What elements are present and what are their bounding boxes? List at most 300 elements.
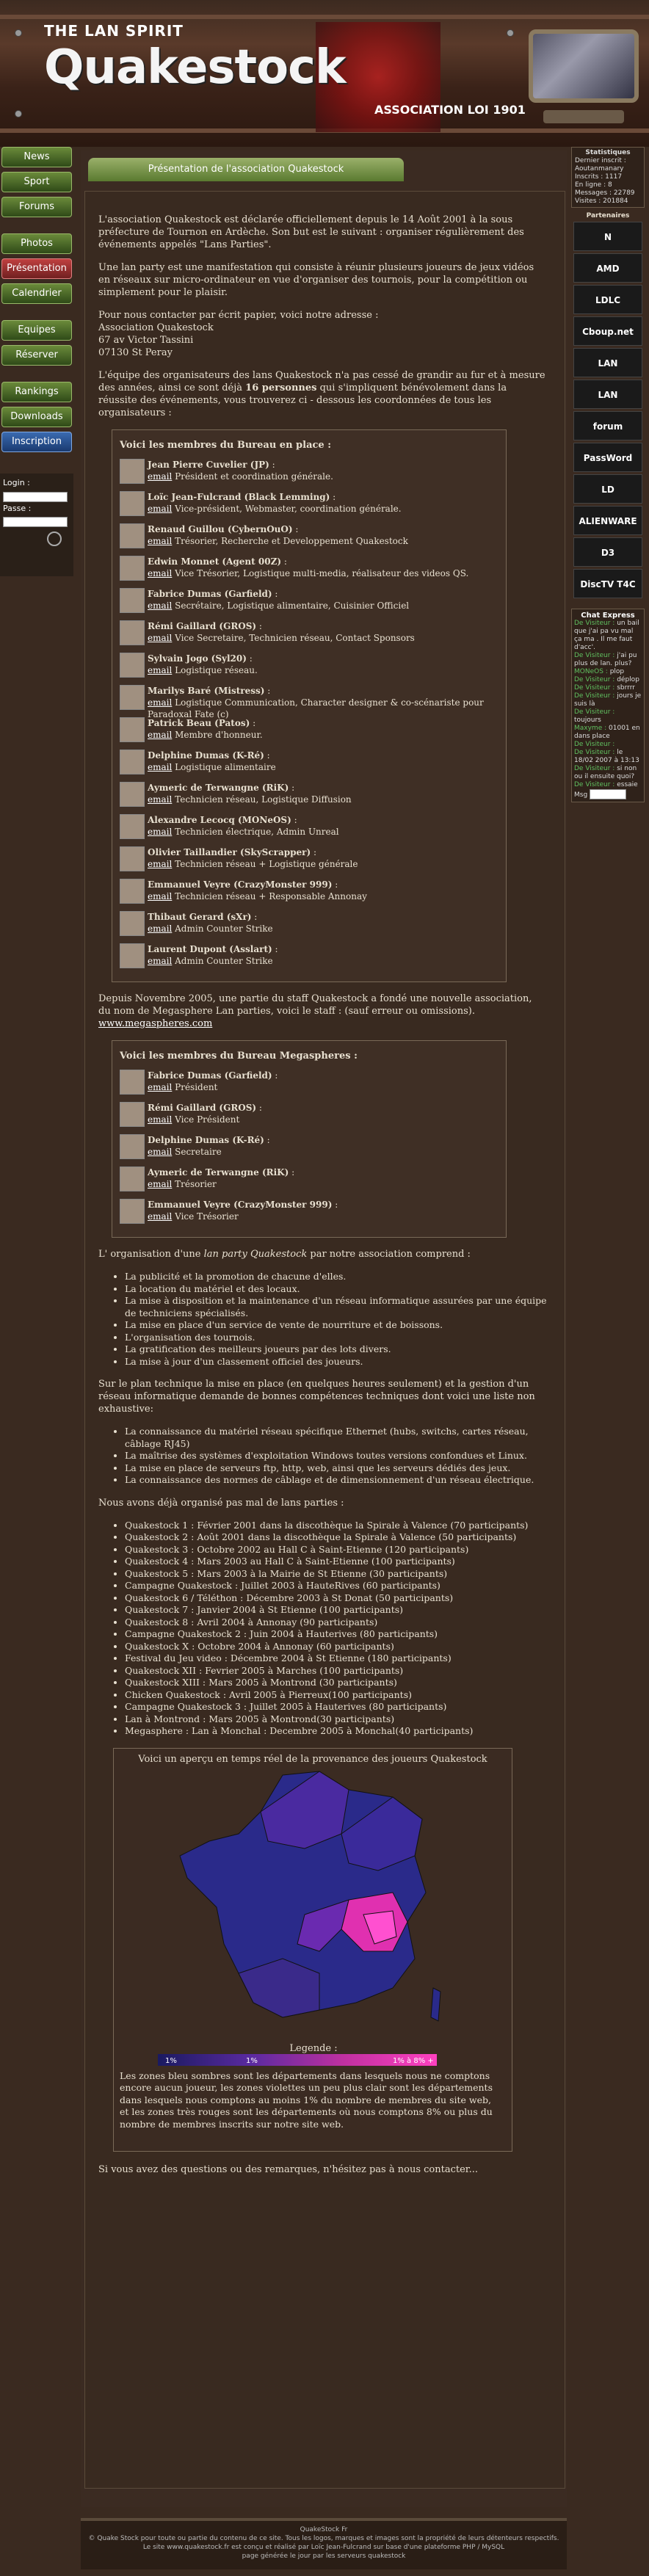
lan-party-paragraph: Une lan party est une manifestation qui consiste à réunir plusieurs joueurs de jeux vidéos en réseaux sur micro-ordinateur en vue d'organiser des tournois, pour la compétition ou simplement pour le plaisir. [98,262,534,298]
list-item: • La publicité et la promotion de chacune d'elles. [125,1271,547,1283]
sponsor-logo[interactable]: LD [573,474,642,504]
stats-title: Statistiques [585,149,631,156]
address-line: Association Quakestock [98,322,214,333]
member-row [120,653,498,682]
association-label: ASSOCIATION LOI 1901 [374,103,526,117]
member-colon: : [250,718,256,728]
member-info [148,1070,278,1093]
chat-message [574,749,642,765]
member-avatar [120,1102,145,1127]
member-colon: : [311,847,317,857]
chat-author: De Visiteur : [574,620,615,627]
member-avatar [120,653,145,678]
chat-text: le 18/02 2007 à 13:13 [574,749,639,764]
member-row [120,911,498,940]
member-avatar [120,459,145,484]
member-email-link[interactable]: email [148,859,173,869]
member-row [120,782,498,811]
member-row [120,1167,498,1196]
password-input[interactable] [3,517,68,527]
list-item: • Chicken Quakestock : Avril 2005 à Pierreux(100 participants) [125,1689,547,1702]
chat-text: sbrrrr [617,684,635,692]
nav-inscription[interactable]: Inscription [1,432,72,452]
chat-text: un bail que j'ai pa vu mal ça ma . Il me faut d'acc'. [574,620,639,651]
list-item: • La mise à jour d'un classement officiel des joueurs. [125,1356,547,1368]
member-email-link[interactable]: email [148,1114,173,1125]
member-avatar [120,782,145,807]
member-role: Technicien réseau + Logistique générale [175,859,358,869]
member-email-link[interactable]: email [148,504,173,514]
technical-paragraph: Sur le plan technique la mise en place (en quelques heures seulement) et la gestion d'un réseau informatique demande de bonnes compétences techniques dont voici une liste non exhaustive: [98,1379,535,1415]
chat-messages [574,620,642,789]
list-item: • Megasphere : Lan à Monchal : Decembre 2005 à Monchal(40 participants) [125,1725,547,1738]
member-role: Logistique Communication, Character designer & co-scénariste pour Paradoxal Fate (c) [148,697,484,719]
member-info [148,1102,262,1125]
list-item: • Quakestock XIII : Mars 2005 à Montrond (30 participants) [125,1677,547,1689]
organisation-em: lan party Quakestock [203,1249,308,1260]
sponsor-logo[interactable]: forum [573,411,642,440]
list-item: • Quakestock 1 : Février 2001 dans la discothèque la Spirale à Valence (70 participants) [125,1520,547,1532]
member-role: Logistique réseau. [175,665,258,675]
nav-news[interactable]: News [1,147,72,167]
member-colon: : [332,1200,338,1210]
megasphere-title: Voici les membres du Bureau Megaspheres : [120,1051,358,1062]
member-name: Alexandre Lecocq (MONeOS) [148,815,291,825]
member-row [120,556,498,585]
bureau-box [112,429,507,982]
address-block [98,309,547,359]
site-header [0,0,649,147]
member-name: Fabrice Dumas (Garfield) [148,1070,272,1081]
member-role: Vice-président, Webmaster, coordination générale. [175,504,402,514]
member-colon: : [269,460,275,470]
footer-line: Le site www.quakestock.fr est conçu et réalisé par Loïc Jean-Fulcrand sur base d'une plateforme PHP / MySQL [142,2544,505,2551]
member-row [120,620,498,650]
megasphere-member-list [120,1070,498,1228]
chat-text: toujours [574,716,601,724]
sponsor-logo[interactable]: PassWord [573,443,642,472]
nav-forums[interactable]: Forums [1,197,72,217]
member-name: Laurent Dupont (Asslart) [148,944,272,954]
member-row [120,1102,498,1131]
megasphere-box [112,1040,507,1238]
login-submit-icon[interactable] [47,531,62,546]
member-info [148,556,468,579]
member-row [120,491,498,520]
stats-line[interactable]: Aoutanmanary [575,165,624,173]
chat-field-label: Msg [574,791,588,799]
member-colon: : [332,879,338,890]
member-colon: : [289,1167,295,1178]
chat-text: j'ai pu plus de lan. plus? [574,652,637,667]
member-role: Secretaire [175,1147,222,1157]
login-box [0,474,73,576]
list-item: • La connaissance du matériel réseau spécifique Ethernet (hubs, switchs, cartes réseau, câblage RJ45) [125,1426,547,1450]
chat-text: 01001 en dans place [574,725,640,740]
member-role: Vice Président [175,1114,240,1125]
member-name: Marilys Baré (Mistress) [148,686,265,696]
member-role: Secrétaire, Logistique alimentaire, Cuisinier Officiel [175,601,410,611]
chat-message [574,684,642,692]
stats-box [571,147,645,208]
list-item: • La maîtrise des systèmes d'exploitation Windows toutes versions confondues et Linux. [125,1450,547,1462]
member-name: Rémi Gaillard (GROS) [148,621,257,631]
member-email-link[interactable]: email [148,697,173,708]
member-avatar [120,750,145,774]
chat-message [574,692,642,708]
chat-author: De Visiteur : [574,749,615,756]
address-line: 07130 St Peray [98,347,173,358]
closing-text: Si vous avez des questions ou des remarques, n'hésitez pas à nous contacter... [98,2163,478,2175]
member-row [120,1070,498,1099]
content-panel [84,191,565,2489]
member-email-link[interactable]: email [148,891,173,901]
header-stripe [0,15,649,19]
member-info [148,879,367,902]
list-item: • La mise en place d'un service de vente de nourriture et de boissons. [125,1319,547,1332]
member-email-link[interactable]: email [148,601,173,611]
team-text: qui s'impliquent bénévolement dans la réussite des événements, vous trouverez ci - dessous les coordonnées de tous les organisateurs : [98,382,507,418]
member-email-link[interactable]: email [148,568,173,578]
organisation-paragraph [98,1248,547,1260]
nav-equipes[interactable]: Equipes [1,320,72,341]
chat-message [574,668,642,676]
nav-sport[interactable]: Sport [1,172,72,192]
list-item: • La gratification des meilleurs joueurs par des lots divers. [125,1343,547,1356]
member-email-link[interactable]: email [148,1147,173,1157]
member-info [148,653,258,676]
chat-author: De Visiteur : [574,708,615,716]
list-item: • Quakestock XII : Fevrier 2005 à Marches (100 participants) [125,1665,547,1677]
sponsors-title: Partenaires [586,212,630,219]
member-info [148,782,352,805]
header-plate [543,110,624,123]
list-item: • Quakestock 3 : Octobre 2002 au Hall C à Saint-Etienne (120 participants) [125,1544,547,1556]
sponsor-logo[interactable]: DiscTV T4C [573,569,642,598]
member-colon: : [330,492,336,502]
member-name: Delphine Dumas (K-Ré) [148,1135,264,1145]
member-row [120,459,498,488]
member-row [120,523,498,553]
left-navigation [0,147,73,457]
nav-reserver[interactable]: Réserver [1,345,72,366]
list-item: • La mise à disposition et la maintenance d'un réseau informatique assurées par une équipe de techniciens spécialisés. [125,1295,547,1319]
chat-author: De Visiteur : [574,692,615,700]
member-row [120,814,498,843]
member-avatar [120,1167,145,1191]
member-avatar [120,814,145,839]
nav-presentation[interactable]: Présentation [1,258,72,279]
team-paragraph [98,369,547,419]
member-info [148,523,408,547]
chat-text: si non ou il ensuite quoi? [574,765,637,780]
sponsor-logo[interactable]: D3 [573,537,642,567]
member-avatar [120,1199,145,1224]
chat-author: De Visiteur : [574,765,615,772]
member-avatar [120,523,145,548]
member-row [120,1134,498,1164]
nav-rankings[interactable]: Rankings [1,382,72,402]
member-info [148,491,402,515]
list-item: • Quakestock X : Octobre 2004 à Annonay (60 participants) [125,1641,547,1653]
member-email-link[interactable]: email [148,794,173,805]
chat-message [574,708,642,725]
organisation-text: L' organisation d'une [98,1249,204,1260]
footer-line: © Quake Stock pour toute ou partie du contenu de ce site. Tous les logos, marques et images sont la propriété de leurs détenteurs respectifs. [88,2535,559,2542]
member-info [148,846,358,870]
list-item: • Campagne Quakestock 3 : Juillet 2005 à Hauterives (80 participants) [125,1701,547,1713]
member-colon: : [256,621,262,631]
member-email-link[interactable]: email [148,924,173,934]
megasphere-paragraph [98,993,547,1030]
chat-text: jours je suis là [574,692,642,708]
stats-line: Inscrits : 1117 [575,173,623,181]
member-row [120,685,498,719]
member-name: Patrick Beau (Patos) [148,718,250,728]
sponsor-logo[interactable]: LAN [573,348,642,377]
address-intro: Pour nous contacter par écrit papier, voici notre adresse : [98,310,379,321]
member-role: Technicien réseau + Responsable Annonay [175,891,367,901]
member-info [148,1134,270,1158]
member-colon: : [256,1103,262,1113]
login-label: Login : [3,478,30,487]
member-colon: : [289,783,295,793]
member-colon: : [264,750,270,761]
sponsor-logo[interactable]: LDLC [573,285,642,314]
member-name: Olivier Taillandier (SkyScrapper) [148,847,311,857]
login-input[interactable] [3,492,68,502]
member-email-link[interactable]: email [148,1082,173,1092]
member-name: Fabrice Dumas (Garfield) [148,589,272,599]
header-photo [529,29,639,103]
member-info [148,911,273,935]
member-row [120,846,498,876]
map-corsica [431,1988,440,2021]
chat-text: essaie [617,781,638,788]
sponsor-logo[interactable]: LAN [573,380,642,409]
member-info [148,588,409,612]
member-colon: : [246,653,253,664]
member-role: Logistique alimentaire [175,762,276,772]
footer-line: page générée le jour par les serveurs quakestock [242,2553,406,2560]
list-item: • Campagne Quakestock : Juillet 2003 à HauteRives (60 participants) [125,1580,547,1592]
footer-line: QuakeStock Fr [300,2526,348,2533]
member-name: Renaud Guillou (CybernOuO) [148,524,293,534]
stats-line: En ligne : 8 [575,181,612,189]
bureau-title: Voici les membres du Bureau en place : [120,440,332,451]
sponsor-logo[interactable]: Cboup.net [573,316,642,346]
member-email-link[interactable]: email [148,1211,173,1222]
list-item: • La location du matériel et des locaux. [125,1283,547,1296]
member-colon: : [251,912,258,922]
chat-author: Maxyme : [574,725,607,732]
list-item: • La mise en place de serveurs ftp, http, web, ainsi que les serveurs dédiés des jeux. [125,1462,547,1475]
list-item: • Quakestock 4 : Mars 2003 au Hall C à Saint-Etienne (100 participants) [125,1556,547,1568]
member-colon: : [264,686,271,696]
page-title: Présentation de l'association Quakestock [88,158,404,181]
member-row [120,717,498,747]
member-role: Trésorier [175,1179,217,1189]
chat-author: De Visiteur : [574,781,615,788]
list-item: • Quakestock 6 / Téléthon : Décembre 2003 à St Donat (50 participants) [125,1592,547,1605]
member-colon: : [272,589,278,599]
team-text: L'équipe des organisateurs des lans Quakestock n'a pas cessé de grandir au fur et à mesure des années, ainsi ce sont déjà [98,370,545,393]
list-item: • Festival du Jeu video : Décembre 2004 à St Etienne (180 participants) [125,1652,547,1665]
chat-box [571,609,645,802]
member-avatar [120,1070,145,1095]
member-email-link[interactable]: email [148,471,173,482]
member-role: Président [175,1082,218,1092]
map-legend [158,2054,437,2066]
technical-list [125,1426,547,1487]
chat-text: déplop [617,676,639,683]
member-email-link[interactable]: email [148,762,173,772]
member-list [120,459,498,973]
member-row [120,879,498,908]
chat-message [574,765,642,781]
member-name: Loïc Jean-Fulcrand (Black Lemming) [148,492,330,502]
member-email-link[interactable]: email [148,633,173,643]
member-info [148,943,278,967]
chat-author: De Visiteur : [574,684,615,692]
member-role: Technicien électrique, Admin Unreal [175,827,339,837]
member-role: Admin Counter Strike [175,956,273,966]
member-row [120,1199,498,1228]
stats-line: Messages : 22789 [575,189,635,197]
list-item: • L'organisation des tournois. [125,1332,547,1344]
member-colon: : [272,944,278,954]
password-label: Passe : [3,503,32,513]
sponsor-logo[interactable]: N [573,222,642,251]
chat-author: De Visiteur : [574,676,615,683]
chat-title: Chat Express [581,612,635,620]
member-name: Aymeric de Terwangne (RiK) [148,1167,289,1178]
chat-message [574,741,642,749]
rivet-icon [507,29,514,37]
list-item: • La connaissance des normes de câblage et de dimensionnement d'un réseau électrique. [125,1474,547,1487]
member-role: Technicien réseau, Logistique Diffusion [175,794,352,805]
rivet-icon [15,29,22,37]
nav-photos[interactable]: Photos [1,233,72,254]
member-email-link[interactable]: email [148,730,173,740]
member-avatar [120,846,145,871]
member-avatar [120,620,145,645]
list-item: • Quakestock 7 : Janvier 2004 à St Etienne (100 participants) [125,1604,547,1617]
chat-message [574,725,642,741]
intro-paragraph: L'association Quakestock est déclarée officiellement depuis le 14 Août 2001 à la sous préfecture de Tournon en Ardèche. Son but est le suivant : organiser régulièrement des événements appelés "Lans Parties". [98,214,524,250]
member-role: Admin Counter Strike [175,924,273,934]
legend-title: Legende : [289,2042,338,2054]
member-role: Vice Trésorier [175,1211,239,1222]
member-name: Thibaut Gerard (sXr) [148,912,252,922]
chat-message [574,676,642,684]
member-avatar [120,556,145,581]
right-column [571,147,645,802]
site-logo[interactable]: Quakestock [44,40,346,95]
map-note: Les zones bleu sombres sont les départements dans lesquels nous ne comptons encore aucun joueur, les zones violettes un peu plus clair sont les départements dans lesquels nous comptons au moins 1% du nombre de membres du site web, et les zones très rouges sont les départements où nous comptons 8% ou plus du nombre de membres inscrits sur notre site web. [120,2069,493,2130]
member-name: Delphine Dumas (K-Ré) [148,750,264,761]
member-row [120,943,498,973]
member-email-link[interactable]: email [148,1179,173,1189]
chat-author: De Visiteur : [574,652,615,659]
member-info [148,459,333,482]
member-info [148,717,263,741]
chat-input[interactable] [590,789,626,799]
list-item: • Campagne Quakestock 2 : Juin 2004 à Hauterives (80 participants) [125,1628,547,1641]
legend-label: 1% [165,2056,177,2065]
legend-label: 1% à 8% + [393,2056,434,2065]
events-list [125,1520,547,1738]
sponsor-logo[interactable]: ALIENWARE [573,506,642,535]
member-avatar [120,685,145,710]
member-avatar [120,491,145,516]
member-row [120,750,498,779]
megasphere-text: Depuis Novembre 2005, une partie du staff Quakestock a fondé une nouvelle association, du nom de Megasphere Lan parties, voici le staff : (sauf erreur ou omissions). [98,993,532,1017]
member-avatar [120,1134,145,1159]
map-title: Voici un aperçu en temps réel de la provenance des joueurs Quakestock [138,1753,487,1765]
member-avatar [120,717,145,742]
list-item: • Quakestock 5 : Mars 2003 à la Mairie de St Etienne (30 participants) [125,1568,547,1581]
member-avatar [120,879,145,904]
france-map [173,1768,452,2047]
chat-text: plop [609,668,625,675]
organisation-list [125,1271,547,1368]
member-name: Aymeric de Terwangne (RiK) [148,783,289,793]
chat-message [574,652,642,668]
member-name: Edwin Monnet (Agent 00Z) [148,556,282,567]
member-colon: : [292,524,299,534]
member-email-link[interactable]: email [148,665,173,675]
member-name: Emmanuel Veyre (CrazyMonster 999) [148,1200,333,1210]
member-colon: : [272,1070,278,1081]
chat-message [574,620,642,652]
organisation-text: par notre association comprend : [307,1249,471,1260]
megaspheres-link[interactable]: www.megaspheres.com [98,1018,213,1029]
member-role: Vice Secretaire, Technicien réseau, Contact Sponsors [175,633,415,643]
member-info [148,1199,338,1222]
rivet-icon [15,110,22,117]
member-name: Emmanuel Veyre (CrazyMonster 999) [148,879,333,890]
site-footer [81,2518,567,2569]
member-name: Jean Pierre Cuvelier (JP) [148,460,269,470]
member-colon: : [291,815,297,825]
member-colon: : [264,1135,270,1145]
site-tagline: THE LAN SPIRIT [44,22,184,40]
member-info [148,814,339,838]
sponsor-logo[interactable]: AMD [573,253,642,283]
stats-line: Dernier inscrit : [575,157,626,164]
member-name: Sylvain Jogo (Syl20) [148,653,247,664]
member-info [148,620,415,644]
nav-downloads[interactable]: Downloads [1,407,72,427]
team-count: 16 personnes [245,382,317,393]
member-email-link[interactable]: email [148,956,173,966]
member-avatar [120,911,145,936]
member-email-link[interactable]: email [148,536,173,546]
member-role: Trésorier, Recherche et Developpement Quakestock [175,536,408,546]
member-avatar [120,588,145,613]
member-info [148,685,498,720]
nav-calendrier[interactable]: Calendrier [1,283,72,304]
list-item: • Quakestock 8 : Avril 2004 à Annonay (90 participants) [125,1617,547,1629]
member-avatar [120,943,145,968]
member-role: Président et coordination générale. [175,471,333,482]
chat-author: De Visiteur : [574,741,615,748]
member-email-link[interactable]: email [148,827,173,837]
list-item: • Quakestock 2 : Août 2001 dans la discothèque la Spirale à Valence (50 participants) [125,1531,547,1544]
events-intro: Nous avons déjà organisé pas mal de lans parties : [98,1497,344,1509]
member-info [148,1167,294,1190]
